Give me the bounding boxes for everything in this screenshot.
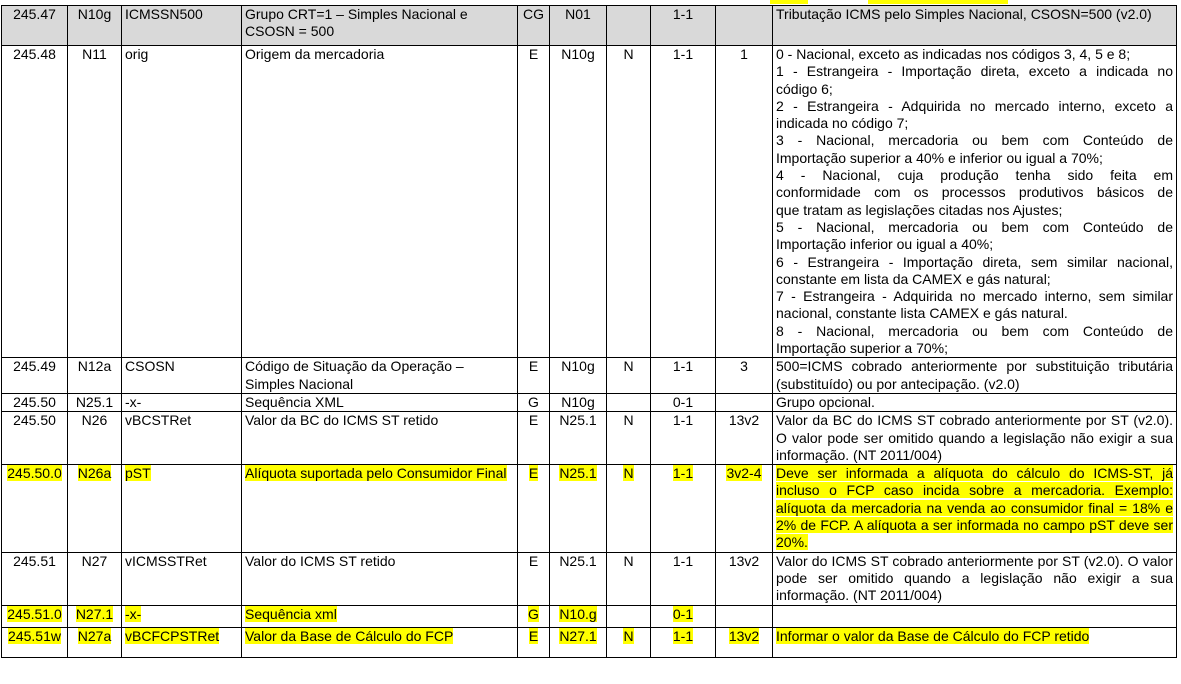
obs-line: código 6; [776,80,833,97]
cell-field: -x- [122,393,242,411]
cell-tam: 1 [716,46,773,358]
cell-code: N26 [68,412,122,465]
cell-desc: Origem da mercadoria [242,46,518,358]
cell-code [68,605,122,627]
cell-tipo [607,627,651,657]
cell-tipo: N [607,358,651,394]
cell-id: 245.48 [2,46,68,358]
cell-field: orig [122,46,242,358]
cell-ocor: 1-1 [651,552,716,605]
cell-ele: E [518,412,550,465]
table-row [2,412,1177,465]
cell-ocor [651,605,716,627]
table-row [2,358,1177,394]
highlighted-text: 1-1 [672,465,694,482]
highlighted-text: E [528,627,539,644]
cell-id: 245.47 [2,6,68,46]
highlighted-text: N25.1 [559,465,597,482]
obs-line: constante em lista da CAMEX e gás natural; [776,270,1051,287]
cell-desc: Valor da BC do ICMS ST retido [242,412,518,465]
cell-code: N11 [68,46,122,358]
cell-field: vICMSSTRet [122,552,242,605]
highlighted-text: Deve ser informada a alíquota do cálculo do ICMS-ST, já incluso o FCP caso incida sobre a mercadoria. Exemplo: alíquota da mercadoria na venda ao consumidor final = 18% e 2% de FCP. A alíquota a ser informada no campo pST deve ser 20%. [776,465,1173,551]
cell-field [122,605,242,627]
obs-line: 8 - Nacional, mercadoria ou bem com Conteúdo de [776,322,1173,339]
cell-tam [716,605,773,627]
highlighted-text: 245.51w [8,627,61,644]
cell-desc [242,465,518,552]
highlighted-text: 245.50.0 [7,465,62,482]
cell-ocor: 1-1 [651,412,716,465]
cell-tipo [607,465,651,552]
cell-field: CSOSN [122,358,242,394]
cell-code: N10g [68,6,122,46]
cell-code: N12a [68,358,122,394]
cell-id [2,627,68,657]
table-row [2,605,1177,627]
cell-ele: E [518,358,550,394]
cell-pai: N25.1 [550,552,607,605]
cell-id [2,605,68,627]
highlighted-text: vBCFCPSTRet [125,627,220,644]
obs-line: Importação superior a 70%; [776,340,948,357]
cell-tam [716,6,773,46]
highlighted-text: N27a [77,627,112,644]
cell-desc: Sequência XML [242,393,518,411]
highlight-fragment [770,0,808,4]
cell-obs [773,46,1177,358]
cell-code [68,465,122,552]
table-row [2,627,1177,657]
highlighted-text: -x- [125,605,142,622]
highlighted-text: G [528,605,539,622]
cell-ele: E [518,552,550,605]
field-spec-table [1,5,1177,658]
cell-desc: Grupo CRT=1 – Simples Nacional e CSOSN = 500 [242,6,518,46]
highlighted-text: N10.g [559,605,597,622]
cell-obs: 500=ICMS cobrado anteriormente por substituição tributária (substituído) ou por antecipação. (v2.0) [773,358,1177,394]
cell-ocor: 1-1 [651,46,716,358]
cell-obs: Valor da BC do ICMS ST cobrado anteriormente por ST (v2.0). O valor pode ser omitido quando a legislação não exigir a sua informação. (NT 2011/004) [773,412,1177,465]
obs-line: indicada no código 7; [776,115,909,132]
table-row [2,552,1177,605]
obs-line: Importação inferior ou igual a 40%; [776,236,994,253]
obs-line: 0 - Nacional, exceto as indicadas nos códigos 3, 4, 5 e 8; [776,46,1131,62]
cell-obs [773,627,1177,657]
highlighted-text: Alíquota suportada pelo Consumidor Final [245,465,507,482]
obs-line: 7 - Estrangeira - Adquirida no mercado interno, sem similar [776,288,1173,305]
highlighted-text: N [623,465,634,482]
cell-tipo: N [607,412,651,465]
cell-tipo: N [607,552,651,605]
cell-field: ICMSSN500 [122,6,242,46]
cell-pai: N10g [550,358,607,394]
obs-line: 4 - Nacional, cuja produção tenha sido feita em [776,167,1173,184]
cell-field [122,465,242,552]
cell-tam: 13v2 [716,552,773,605]
cell-ocor: 0-1 [651,393,716,411]
highlighted-text: 3v2-4 [726,465,762,482]
cell-ocor: 1-1 [651,358,716,394]
obs-line: Importação superior a 40% e inferior ou igual a 70%; [776,149,1103,166]
cell-pai [550,605,607,627]
highlighted-text: N27.1 [559,627,597,644]
highlighted-text: 245.51.0 [7,605,62,622]
cell-obs [773,605,1177,627]
obs-line: 2 - Estrangeira - Adquirida no mercado interno, exceto a [776,97,1173,114]
highlight-fragment [868,0,1008,4]
cell-field [122,627,242,657]
cell-id: 245.49 [2,358,68,394]
cell-tipo [607,605,651,627]
cell-id: 245.50 [2,393,68,411]
obs-line: 6 - Estrangeira - Importação direta, sem similar nacional, [776,253,1173,270]
cell-pai: N10g [550,46,607,358]
cell-pai [550,465,607,552]
obs-line: 3 - Nacional, mercadoria ou bem com Conteúdo de [776,132,1173,149]
cell-tam [716,465,773,552]
cell-ele: E [518,46,550,358]
highlighted-text: Valor da Base de Cálculo do FCP [245,627,454,644]
cell-tipo [607,6,651,46]
cell-obs: Valor do ICMS ST cobrado anteriormente por ST (v2.0). O valor pode ser omitido quando a legislação não exigir a sua informação. (NT 2011/004) [773,552,1177,605]
cell-pai: N01 [550,6,607,46]
cell-pai [550,627,607,657]
cell-code [68,627,122,657]
cell-ele [518,627,550,657]
cell-obs: Grupo opcional. [773,393,1177,411]
obs-line: 5 - Nacional, mercadoria ou bem com Conteúdo de [776,218,1173,235]
cell-pai: N25.1 [550,412,607,465]
cell-pai: N10g [550,393,607,411]
cell-obs [773,465,1177,552]
cell-obs: Tributação ICMS pelo Simples Nacional, CSOSN=500 (v2.0) [773,6,1177,46]
cell-ele: G [518,393,550,411]
cell-ele: CG [518,6,550,46]
highlighted-text: E [528,465,539,482]
obs-line: 1 - Estrangeira - Importação direta, exceto a indicada no [776,63,1173,80]
cell-ele [518,605,550,627]
cell-tam [716,393,773,411]
highlighted-text: 1-1 [672,627,694,644]
cell-desc: Valor do ICMS ST retido [242,552,518,605]
obs-line: nacional, constante lista CAMEX e gás natural. [776,305,1068,322]
highlighted-text: N27.1 [75,605,114,622]
highlighted-text: N [623,627,634,644]
cell-desc [242,605,518,627]
table-row [2,465,1177,552]
highlighted-text: pST [125,465,151,482]
cell-tipo: N [607,46,651,358]
cell-id: 245.50 [2,412,68,465]
cell-code: N27 [68,552,122,605]
cell-tam [716,627,773,657]
highlighted-text: N26a [77,465,112,482]
cell-tam: 3 [716,358,773,394]
table-row [2,46,1177,358]
highlighted-text: Informar o valor da Base de Cálculo do FCP retido [776,627,1090,644]
highlighted-text: 13v2 [728,627,760,644]
obs-line: que tratam as legislações citadas nos Ajustes; [776,201,1063,218]
cell-ocor [651,627,716,657]
table-row [2,393,1177,411]
cell-ocor [651,465,716,552]
cell-id: 245.51 [2,552,68,605]
cell-tam: 13v2 [716,412,773,465]
obs-line: conformidade com os processos produtivos básicos de [776,184,1173,201]
cell-desc: Código de Situação da Operação – Simples Nacional [242,358,518,394]
highlighted-text: Sequência xml [245,605,337,622]
cell-code: N25.1 [68,393,122,411]
cell-ocor: 1-1 [651,6,716,46]
cell-field: vBCSTRet [122,412,242,465]
cell-id [2,465,68,552]
table-row [2,6,1177,46]
cell-ele [518,465,550,552]
cell-desc [242,627,518,657]
cell-tipo [607,393,651,411]
highlighted-text: 0-1 [672,605,694,622]
